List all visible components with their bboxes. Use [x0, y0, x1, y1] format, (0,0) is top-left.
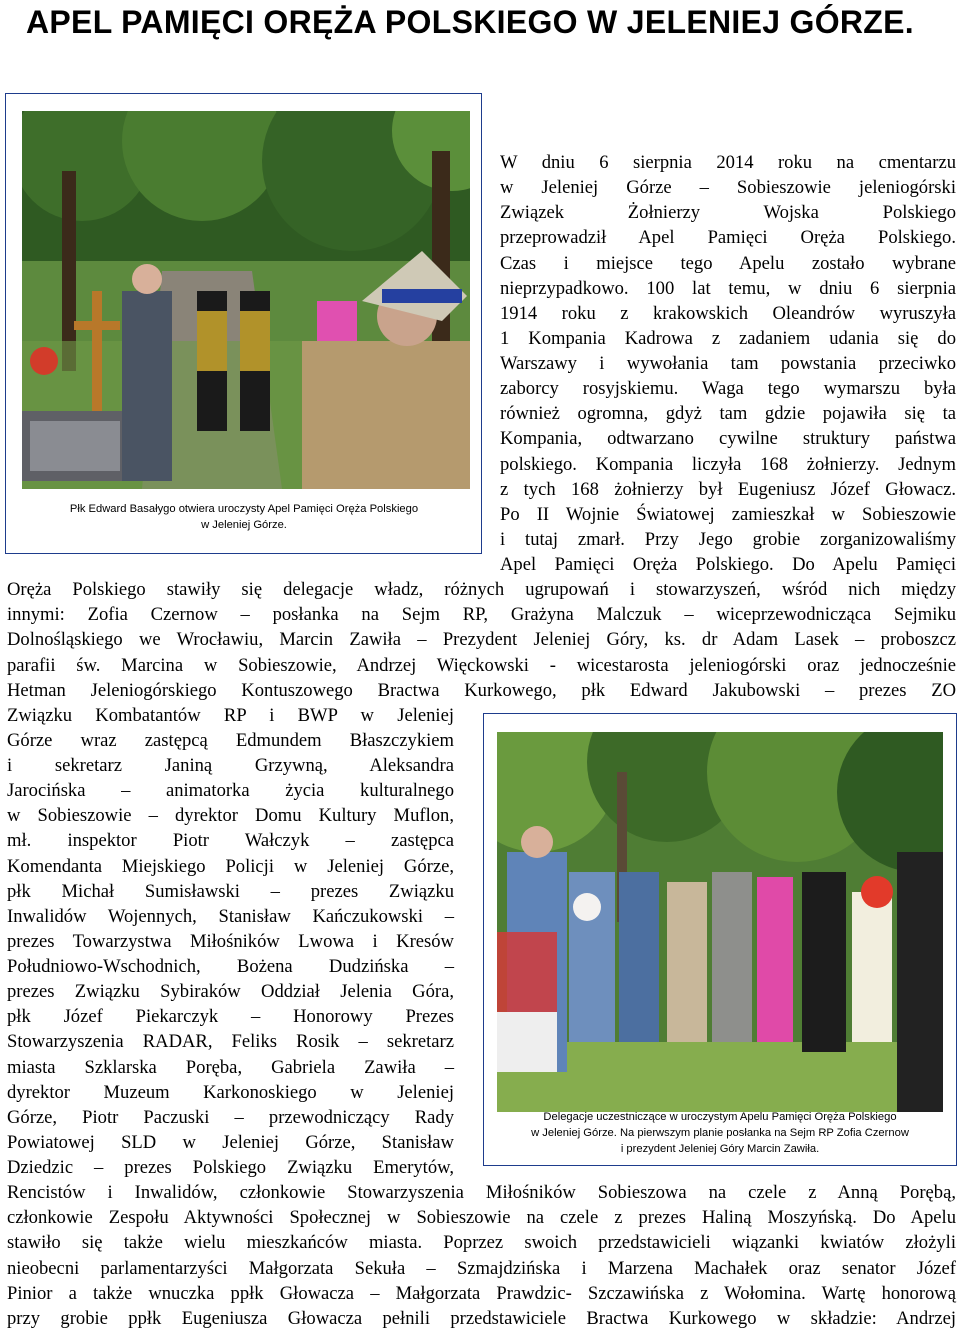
- text-line: Kompania, odtwarzano cywilne struktury państwa: [500, 428, 956, 449]
- text-line: prezes Towarzystwa Miłośników Lwowa i Kresów: [7, 931, 454, 952]
- text-line: i tutaj zmarł. Przy Jego grobie zorganizowaliśmy: [500, 529, 956, 550]
- text-line: polskiego. Kompania liczyła 168 żołnierzy. Jednym: [500, 454, 956, 475]
- text-line: z tych 168 żołnierzy był Eugeniusz Józef Głowacz.: [500, 479, 956, 500]
- text-line: Apel Pamięci Oręża Polskiego. Do Apelu Pamięci: [500, 554, 956, 575]
- delegations-photo: [497, 732, 943, 1112]
- text-line: przeprowadził Apel Pamięci Oręża Polskiego.: [500, 227, 956, 248]
- text-line: Stowarzyszenia RADAR, Feliks Rosik – sekretarz: [7, 1031, 454, 1052]
- text-line: innymi: Zofia Czernow – posłanka na Sejm RP, Grażyna Malczuk – wiceprzewodnicząca Sejmiku: [7, 604, 956, 625]
- photo-frame-delegations: [483, 713, 957, 1166]
- text-line: Dolnośląskiego we Wrocławiu, Marcin Zawiła – Prezydent Jeleniej Góry, ks. dr Adam Lasek – proboszcz: [7, 629, 956, 650]
- text-line: miasta Szklarska Poręba, Gabriela Zawiła –: [7, 1057, 454, 1078]
- caption-line: Płk Edward Basałygo otwiera uroczysty Apel Pamięci Oręża Polskiego: [69, 503, 419, 515]
- text-line: Górze, Piotr Paczuski – przewodniczący Rady: [7, 1107, 454, 1128]
- photo-caption: [488, 1109, 952, 1157]
- text-line: również ogromna, gdyż tam gdzie pojawiła się ta: [500, 403, 956, 424]
- text-line: Oręża Polskiego stawiły się delegacje władz, różnych ugrupowań i stowarzyszeń, wśród nich między: [7, 579, 956, 600]
- text-line: 1914 roku z krakowskich Oleandrów wyruszyła: [500, 303, 956, 324]
- text-line: Po II Wojnie Światowej zamieszkał w Sobieszowie: [500, 504, 956, 525]
- caption-line: w Jeleniej Górze. Na pierwszym planie posłanka na Sejm RP Zofia Czernow: [531, 1127, 909, 1139]
- text-line: płk Józef Piekarczyk – Honorowy Prezes: [7, 1006, 454, 1027]
- text-line: 1 Kompania Kadrowa z zadaniem udania się do: [500, 328, 956, 349]
- text-line: zaborcy rosyjskiemu. Waga tego wymarszu była: [500, 378, 956, 399]
- text-line: Pinior a także wnuczka ppłk Głowacza – Małgorzata Prawdzic- Szczawińska z Wołomina. Wartę honorową: [7, 1283, 956, 1304]
- ceremony-opening-photo: [22, 111, 470, 489]
- text-line: płk Michał Sumisławski – prezes Związku: [7, 881, 454, 902]
- photo-caption: [14, 501, 474, 533]
- text-line: Komendanta Miejskiego Policji w Jeleniej Górze,: [7, 856, 454, 877]
- text-line: Związek Żołnierzy Wojska Polskiego: [500, 202, 956, 223]
- text-line: nieobecni parlamentarzyści Małgorzata Sekuła – Szmajdzińska i Marzena Machałek oraz senator Józef: [7, 1258, 956, 1279]
- caption-line: i prezydent Jeleniej Góry Marcin Zawiła.: [620, 1143, 820, 1155]
- text-line: przy grobie ppłk Eugeniusza Głowacza pełnili przedstawiciele Bractwa Kurkowego w składzie: Andrzej: [7, 1308, 956, 1329]
- page-title: APEL PAMIĘCI ORĘŻA POLSKIEGO W JELENIEJ GÓRZE.: [26, 4, 914, 40]
- text-line: w Jeleniej Górze – Sobieszowie jeleniogórski: [500, 177, 956, 198]
- text-line: nieprzypadkowo. 100 lat temu, w dniu 6 sierpnia: [500, 278, 956, 299]
- text-line: Powiatowej SLD w Jeleniej Górze, Stanisław: [7, 1132, 454, 1153]
- text-line: Górze wraz zastępcą Edmundem Błaszczykiem: [7, 730, 454, 751]
- text-line: Rencistów i Inwalidów, członkowie Stowarzyszenia Miłośników Sobieszowa na czele z Anną Porębą,: [7, 1182, 956, 1203]
- text-line: parafii św. Marcina w Sobieszowie, Andrzej Więckowski - wicestarosta jeleniogórski oraz jednocześnie: [7, 655, 956, 676]
- text-line: prezes Związku Sybiraków Oddział Jelenia Góra,: [7, 981, 454, 1002]
- text-line: Warszawy i wywołania tam powstania przeciwko: [500, 353, 956, 374]
- caption-line: Delegacje uczestniczące w uroczystym Apelu Pamięci Oręża Polskiego: [543, 1111, 897, 1123]
- text-line: W dniu 6 sierpnia 2014 roku na cmentarzu: [500, 152, 956, 173]
- text-line: Inwalidów Wojennych, Stanisław Kańczukowski –: [7, 906, 454, 927]
- text-line: stawiło się także wielu mieszkańców miasta. Poprzez swoich przedstawicieli wiązanki kwiatów złożyli: [7, 1232, 956, 1253]
- text-line: Dziedzic – prezes Polskiego Związku Emerytów,: [7, 1157, 454, 1178]
- text-line: Związku Kombatantów RP i BWP w Jeleniej: [7, 705, 454, 726]
- text-line: Południowo-Wschodnich, Bożena Dudzińska –: [7, 956, 454, 977]
- photo-frame-ceremony-opening: [5, 93, 482, 554]
- text-line: Hetman Jeleniogórskiego Kontuszowego Bractwa Kurkowego, płk Edward Jakubowski – prezes ZO: [7, 680, 956, 701]
- caption-line: w Jeleniej Górze.: [201, 519, 287, 531]
- text-line: Jarocińska – animatorka życia kulturalnego: [7, 780, 454, 801]
- text-line: Czas i miejsce tego Apelu zostało wybrane: [500, 253, 956, 274]
- text-line: w Sobieszowie – dyrektor Domu Kultury Muflon,: [7, 805, 454, 826]
- text-line: i sekretarz Janiną Grzywną, Aleksandra: [7, 755, 454, 776]
- text-line: mł. inspektor Piotr Wałczyk – zastępca: [7, 830, 454, 851]
- text-line: członkowie Zespołu Aktywności Społecznej w Sobieszowie na czele z prezes Haliną Moszyńską. Do Apelu: [7, 1207, 956, 1228]
- text-line: dyrektor Muzeum Karkonoskiego w Jeleniej: [7, 1082, 454, 1103]
